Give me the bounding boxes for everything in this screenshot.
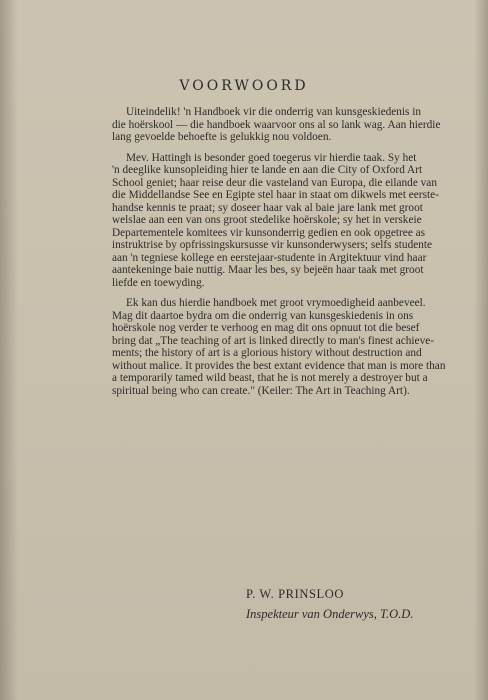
text-line: handse kennis te praat; sy doseer haar vak al baie jare lank met groot bbox=[112, 201, 423, 214]
signature-title: Inspekteur van Onderwys, T.O.D. bbox=[246, 607, 414, 621]
page-heading: VOORWOORD bbox=[179, 78, 309, 94]
text-line: Mag dit daartoe bydra om die onderrig van kunsgeskiedenis in ons bbox=[112, 309, 414, 322]
text-line: liefde en toewyding. bbox=[112, 276, 205, 289]
paragraph-3 bbox=[112, 297, 464, 397]
text-line: instruktrise by opfrissingskursusse vir kunsonderwysers; selfs studente bbox=[112, 239, 433, 251]
text-line: without malice. It provides the best extant evidence that man is more than bbox=[112, 359, 446, 372]
text-line: aantekeninge baie nuttig. Maar les bes, sy bejeën haar taak met groot bbox=[112, 264, 424, 276]
text-line: lang gevoelde behoefte is gelukkig nou voldoen. bbox=[112, 131, 332, 143]
text-line: Mev. Hattingh is besonder goed toegerus vir hierdie taak. Sy het bbox=[126, 151, 417, 164]
text-line: spiritual being who can create." (Keiler: The Art in Teaching Art). bbox=[112, 384, 410, 397]
foreword-body bbox=[112, 106, 464, 405]
signature-name: P. W. PRINSLOO bbox=[246, 587, 345, 601]
text-line: hoërskole nog verder te verhoog en mag dit ons opnuut tot die besef bbox=[112, 322, 420, 334]
text-line: a temporarily tamed wild beast, that he is not merely a destroyer but a bbox=[112, 372, 428, 384]
text-line: ments; the history of art is a glorious history without destruction and bbox=[112, 347, 422, 359]
paragraph-1 bbox=[112, 106, 464, 144]
text-line: die hoërskool — die handboek waarvoor ons al so lank wag. Aan hierdie bbox=[112, 118, 441, 131]
text-line: aan 'n tegniese kollege en eerstejaar-studente in Argitektuur vind haar bbox=[112, 251, 427, 264]
text-line: bring dat „The teaching of art is linked directly to man's finest achieve- bbox=[112, 334, 434, 347]
page-gutter-shadow bbox=[0, 0, 18, 700]
text-line: Ek kan dus hierdie handboek met groot vrymoedigheid aanbeveel. bbox=[126, 297, 426, 309]
text-line: 'n deeglike kunsopleiding hier te lande en aan die City of Oxford Art bbox=[112, 164, 423, 176]
text-line: die Middellandse See en Egipte stel haar in staat om dikwels met eerste- bbox=[112, 189, 439, 201]
text-line: School geniet; haar reise deur die vasteland van Europa, die eilande van bbox=[112, 176, 437, 189]
paragraph-2 bbox=[112, 152, 464, 290]
page-edge-shadow bbox=[474, 0, 488, 700]
text-line: Departementele komitees vir kunsonderrig gedien en ook opgetree as bbox=[112, 226, 426, 239]
text-line: welslae aan een van ons groot stedelike hoërskole; sy het in verskeie bbox=[112, 214, 422, 226]
text-line: Uiteindelik! 'n Handboek vir die onderrig van kunsgeskiedenis in bbox=[126, 106, 422, 118]
